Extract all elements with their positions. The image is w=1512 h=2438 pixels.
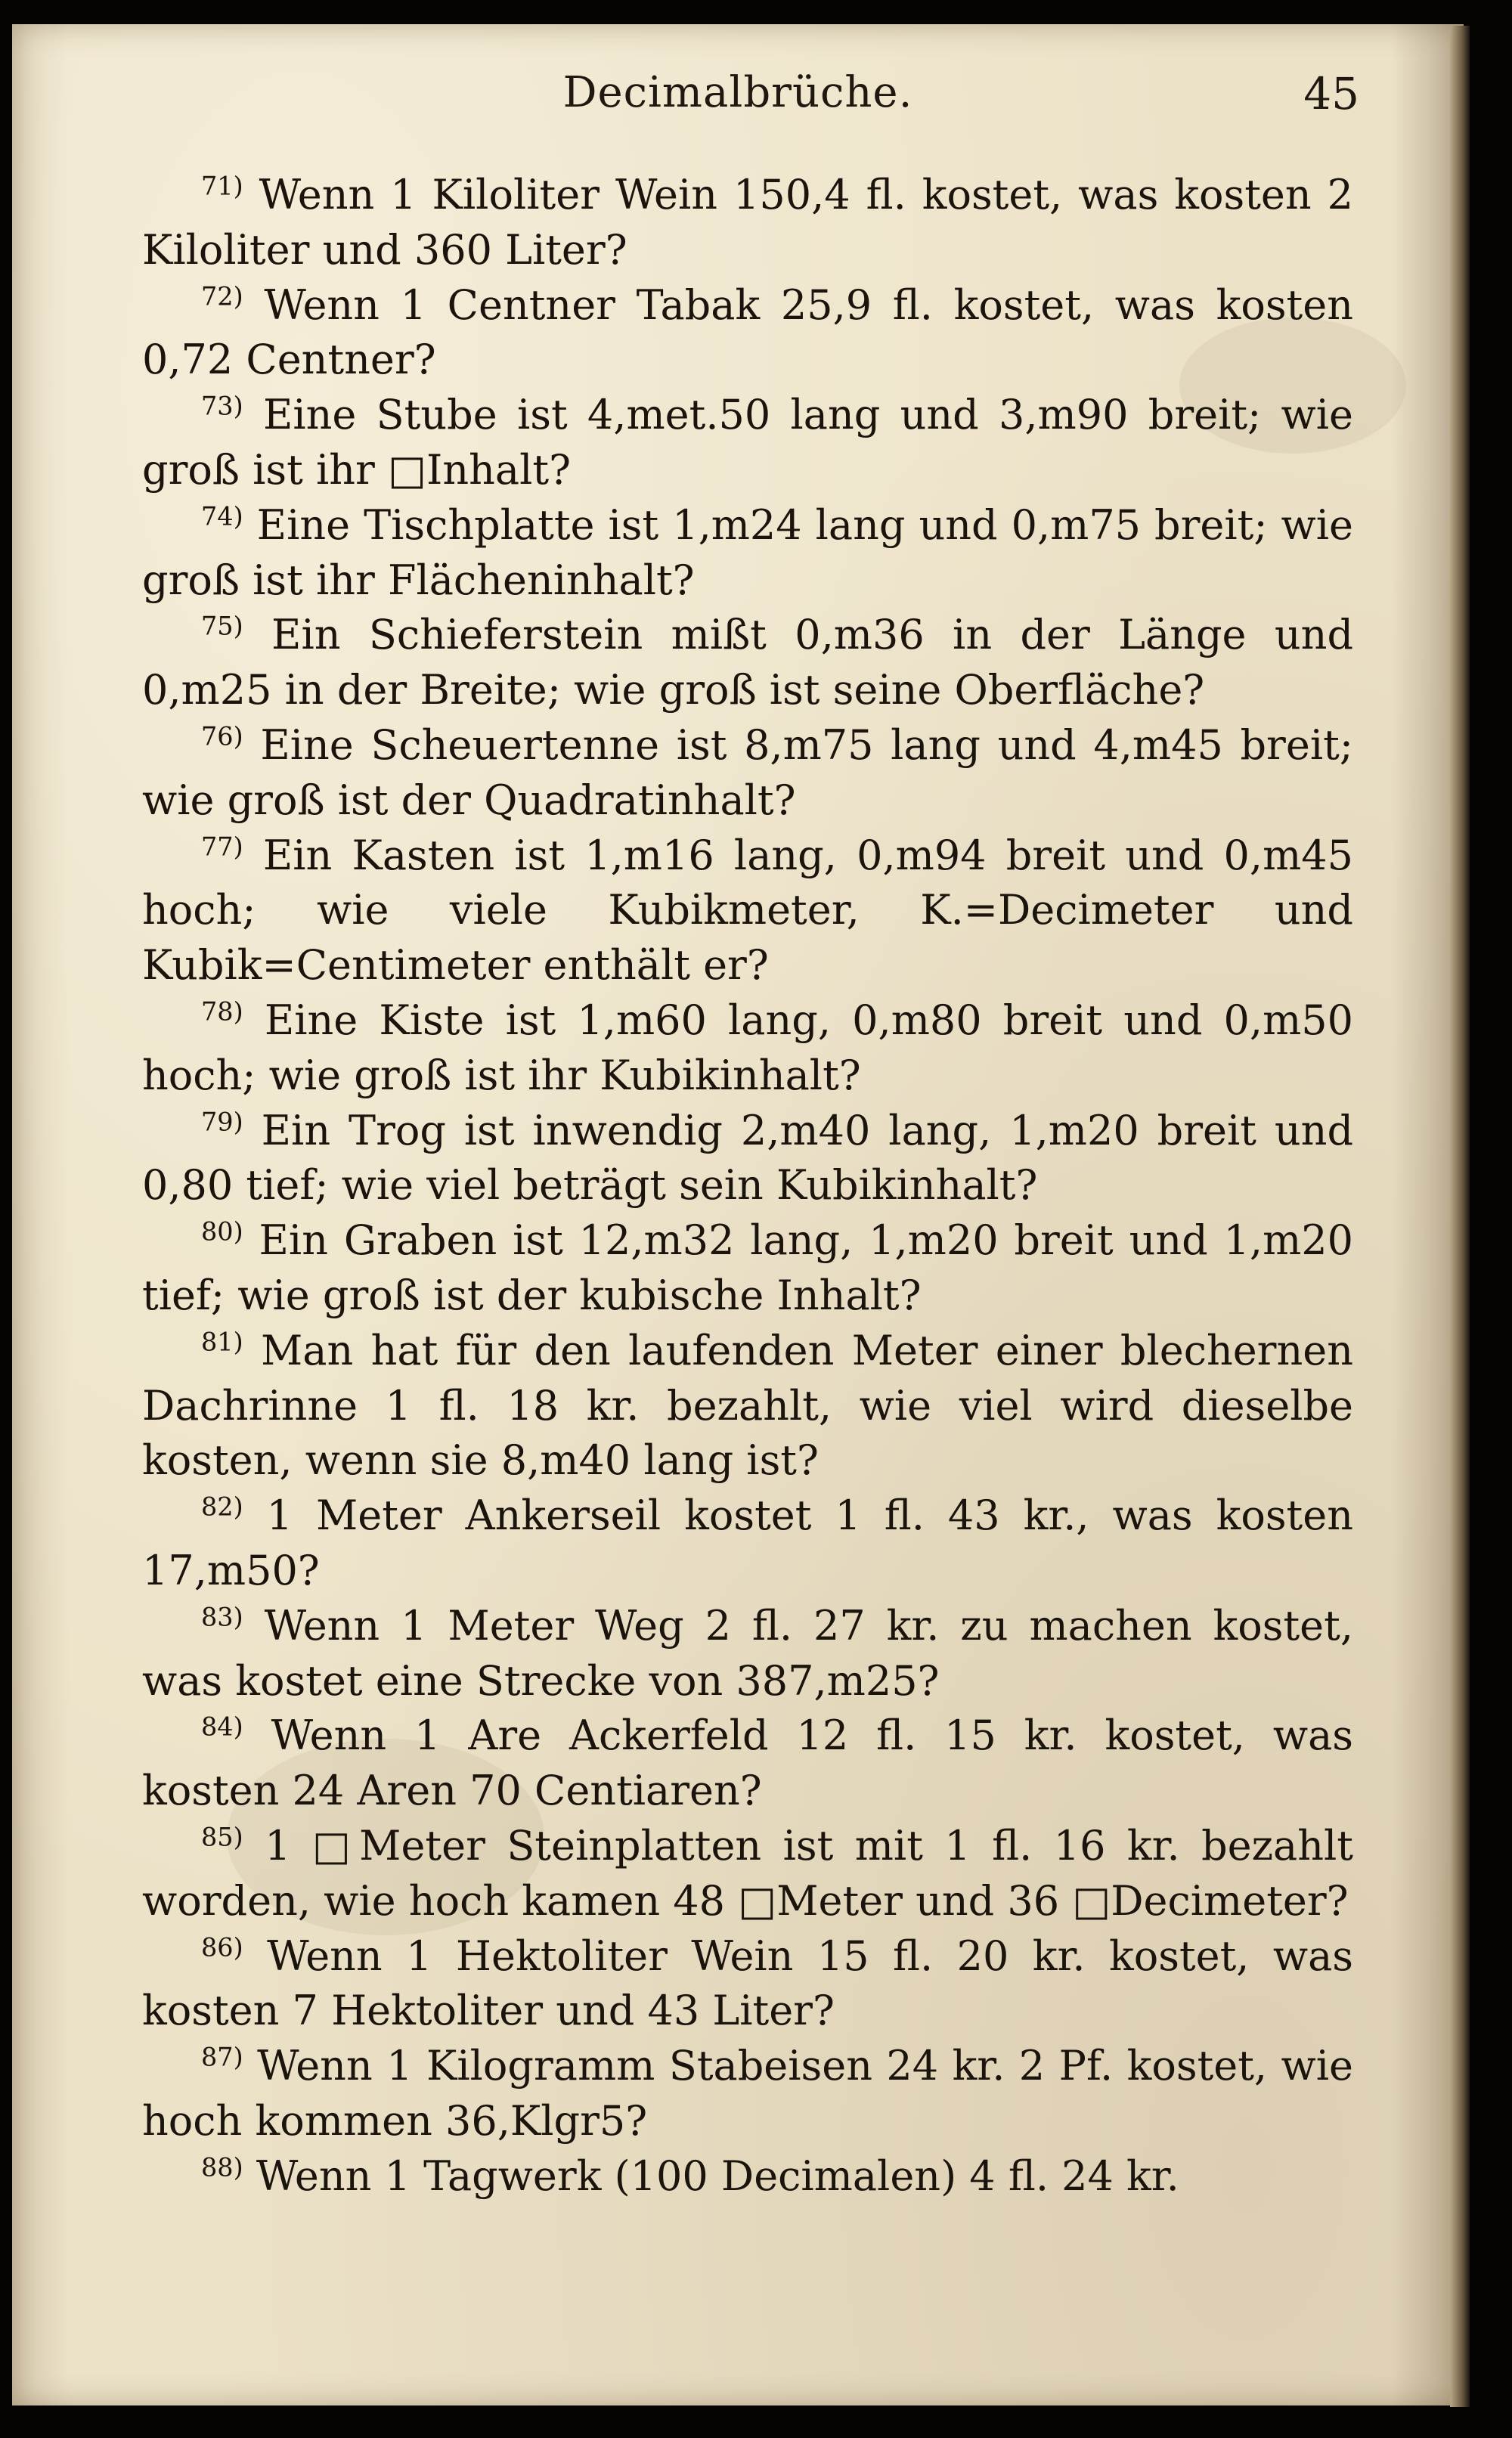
exercise-text: 1 Meter Ankerseil kostet 1 fl. 43 kr., was kosten 17,m50? <box>142 1492 1353 1594</box>
exercise-78 <box>142 993 1353 1104</box>
exercise-text: Ein Kasten ist 1,m16 lang, 0,m94 breit und 0,m45 hoch; wie viele Kubikmeter, K.=Decimeter und Kubik=Centimeter enthält er? <box>142 831 1353 990</box>
exercise-text: Ein Graben ist 12,m32 lang, 1,m20 breit und 1,m20 tief; wie groß ist der kubische Inhalt? <box>142 1216 1353 1319</box>
exercise-text: Eine Stube ist 4,met.50 lang und 3,m90 breit; wie groß ist ihr □Inhalt? <box>142 391 1353 494</box>
exercise-83 <box>142 1599 1353 1709</box>
exercise-85 <box>142 1819 1353 1929</box>
exercise-number: 84) <box>201 1712 243 1742</box>
exercise-82 <box>142 1489 1353 1599</box>
exercise-number: 80) <box>201 1216 243 1247</box>
exercise-number: 87) <box>201 2042 243 2072</box>
exercise-number: 83) <box>201 1602 243 1632</box>
exercise-text: Wenn 1 Hektoliter Wein 15 fl. 20 kr. kostet, was kosten 7 Hektoliter und 43 Liter? <box>142 1932 1353 2035</box>
page-number: 45 <box>1303 68 1359 119</box>
exercise-76 <box>142 718 1353 829</box>
exercise-text: Wenn 1 Tagwerk (100 Decimalen) 4 fl. 24 kr. <box>256 2151 1179 2200</box>
exercise-84 <box>142 1708 1353 1819</box>
exercise-71 <box>142 168 1353 278</box>
exercise-number: 81) <box>201 1327 243 1357</box>
exercise-text: Man hat für den laufenden Meter einer blechernen Dachrinne 1 fl. 18 kr. bezahlt, wie viel wird dieselbe kosten, wenn sie 8,m40 lang ist? <box>142 1326 1353 1485</box>
exercise-88 <box>142 2149 1353 2204</box>
exercise-number: 76) <box>201 721 243 751</box>
exercise-number: 78) <box>201 996 243 1027</box>
running-header <box>12 68 1464 129</box>
exercise-87 <box>142 2039 1353 2149</box>
exercise-list <box>142 168 1353 2204</box>
exercise-number: 73) <box>201 391 243 421</box>
exercise-text: Wenn 1 Kiloliter Wein 150,4 fl. kostet, was kosten 2 Kiloliter und 360 Liter? <box>142 171 1353 274</box>
exercise-number: 74) <box>201 501 243 531</box>
exercise-73 <box>142 388 1353 498</box>
exercise-74 <box>142 498 1353 609</box>
page-title: Decimalbrüche. <box>562 68 913 117</box>
exercise-number: 71) <box>201 171 243 201</box>
exercise-text: Ein Schieferstein mißt 0,m36 in der Länge und 0,m25 in der Breite; wie groß ist seine Oberfläche? <box>142 611 1354 714</box>
exercise-number: 72) <box>201 281 243 311</box>
exercise-72 <box>142 278 1353 389</box>
exercise-text: 1 □Meter Steinplatten ist mit 1 fl. 16 kr. bezahlt worden, wie hoch kamen 48 □Meter und 36 □Decimeter? <box>142 1821 1353 1925</box>
exercise-text: Wenn 1 Kilogramm Stabeisen 24 kr. 2 Pf. kostet, wie hoch kommen 36,Klgr5? <box>142 2042 1354 2145</box>
exercise-number: 82) <box>201 1492 243 1522</box>
exercise-number: 79) <box>201 1107 243 1137</box>
exercise-number: 88) <box>201 2152 243 2182</box>
exercise-number: 75) <box>201 611 243 641</box>
exercise-86 <box>142 1929 1353 2040</box>
exercise-text: Ein Trog ist inwendig 2,m40 lang, 1,m20 breit und 0,80 tief; wie viel beträgt sein Kubikinhalt? <box>142 1106 1354 1210</box>
exercise-79 <box>142 1104 1353 1214</box>
exercise-text: Wenn 1 Meter Weg 2 fl. 27 kr. zu machen kostet, was kostet eine Strecke von 387,m25? <box>142 1601 1353 1705</box>
exercise-75 <box>142 608 1353 718</box>
exercise-77 <box>142 829 1353 993</box>
exercise-text: Eine Tischplatte ist 1,m24 lang und 0,m75 breit; wie groß ist ihr Flächeninhalt? <box>142 500 1353 604</box>
exercise-number: 85) <box>201 1822 243 1852</box>
exercise-number: 77) <box>201 832 243 862</box>
exercise-text: Eine Scheuertenne ist 8,m75 lang und 4,m45 breit; wie groß ist der Quadratinhalt? <box>142 720 1353 824</box>
exercise-number: 86) <box>201 1932 243 1962</box>
page-edge <box>1450 26 1470 2407</box>
exercise-text: Eine Kiste ist 1,m60 lang, 0,m80 breit und 0,m50 hoch; wie groß ist ihr Kubikinhalt? <box>142 996 1353 1099</box>
exercise-text: Wenn 1 Centner Tabak 25,9 fl. kostet, was kosten 0,72 Centner? <box>142 280 1353 384</box>
exercise-text: Wenn 1 Are Ackerfeld 12 fl. 15 kr. kostet, was kosten 24 Aren 70 Centiaren? <box>142 1712 1353 1815</box>
exercise-80 <box>142 1213 1353 1324</box>
exercise-81 <box>142 1324 1353 1489</box>
